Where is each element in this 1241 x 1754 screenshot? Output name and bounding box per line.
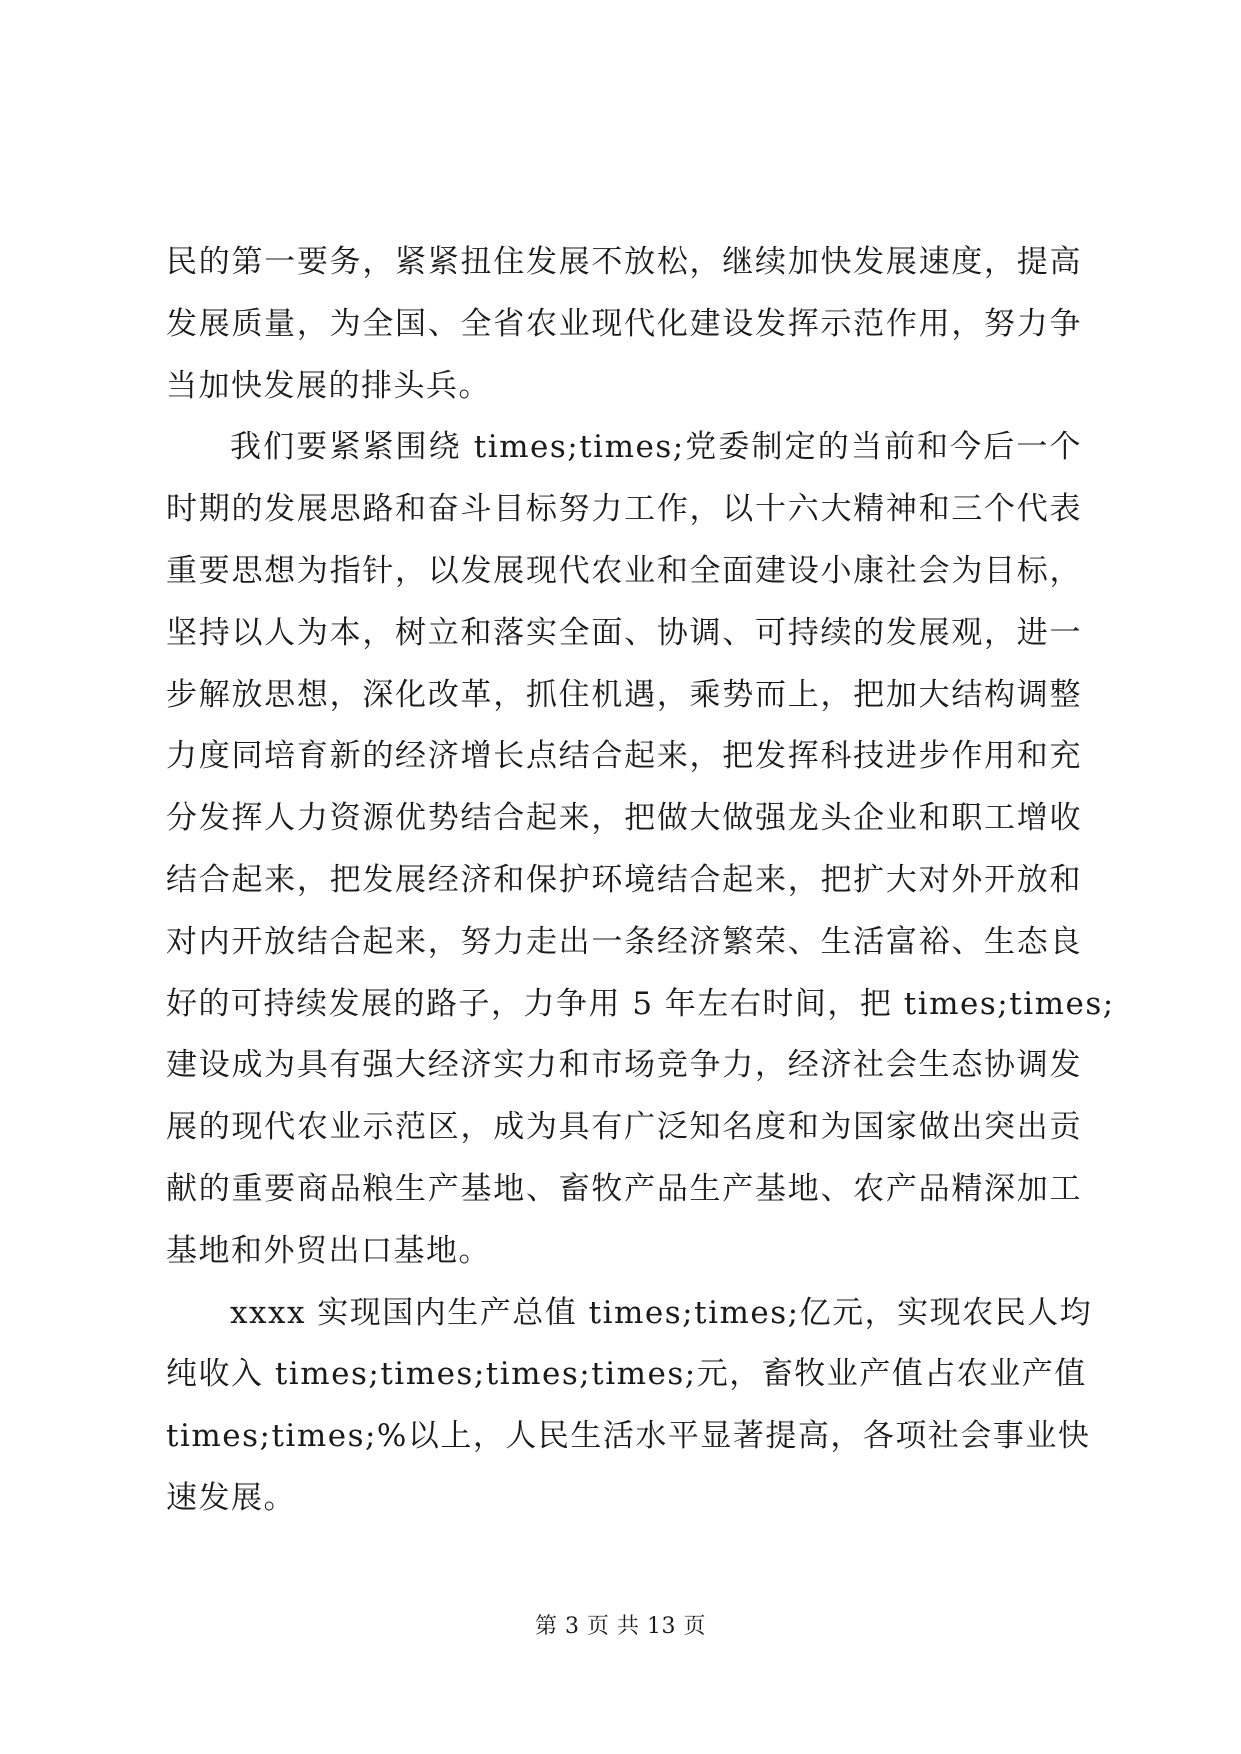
- document-body: [166, 232, 1115, 1530]
- text-line: times;times;%以上，人民生活水平显著提高，各项社会事业快: [166, 1418, 1091, 1455]
- text-line: 纯收入 times;times;times;times;元，畜牧业产值占农业产值: [166, 1356, 1087, 1393]
- paragraph-1: [166, 232, 1082, 417]
- text-line: 好的可持续发展的路子，力争用 5 年左右时间，把 times;times;: [166, 985, 1115, 1022]
- text-line: 当加快发展的排头兵。: [166, 367, 491, 404]
- text-line: 时期的发展思路和奋斗目标努力工作，以十六大精神和三个代表: [166, 491, 1082, 528]
- paragraph-3: [166, 1283, 1093, 1530]
- page-footer: [0, 1613, 1241, 1641]
- text-line: 发展质量，为全国、全省农业现代化建设发挥示范作用，努力争: [166, 305, 1082, 342]
- text-line: 民的第一要务，紧紧扭住发展不放松，继续加快发展速度，提高: [166, 244, 1082, 280]
- text-line: 基地和外贸出口基地。: [166, 1232, 491, 1269]
- text-line: 速发展。: [166, 1479, 296, 1516]
- text-line: 分发挥人力资源优势结合起来，把做大做强龙头企业和职工增收: [166, 800, 1082, 837]
- page-indicator: 第 3 页 共 13 页: [535, 1614, 706, 1639]
- text-line: 对内开放结合起来，努力走出一条经济繁荣、生活富裕、生态良: [166, 923, 1082, 960]
- text-line: 重要思想为指针，以发展现代农业和全面建设小康社会为目标，: [166, 552, 1082, 589]
- text-line: 步解放思想，深化改革，抓住机遇，乘势而上，把加大结构调整: [166, 676, 1082, 713]
- text-line: 结合起来，把发展经济和保护环境结合起来，把扩大对外开放和: [166, 861, 1082, 898]
- text-line: 建设成为具有强大经济实力和市场竞争力，经济社会生态协调发: [166, 1047, 1082, 1084]
- text-line: 我们要紧紧围绕 times;times;党委制定的当前和今后一个: [230, 429, 1082, 466]
- text-line: xxxx 实现国内生产总值 times;times;亿元，实现农民人均: [230, 1294, 1093, 1331]
- text-line: 献的重要商品粮生产基地、畜牧产品生产基地、农产品精深加工: [166, 1170, 1082, 1207]
- paragraph-2: [166, 417, 1115, 1282]
- text-line: 坚持以人为本，树立和落实全面、协调、可持续的发展观，进一: [166, 614, 1082, 651]
- text-line: 展的现代农业示范区，成为具有广泛知名度和为国家做出突出贡: [166, 1109, 1082, 1146]
- text-line: 力度同培育新的经济增长点结合起来，把发挥科技进步作用和充: [166, 738, 1082, 775]
